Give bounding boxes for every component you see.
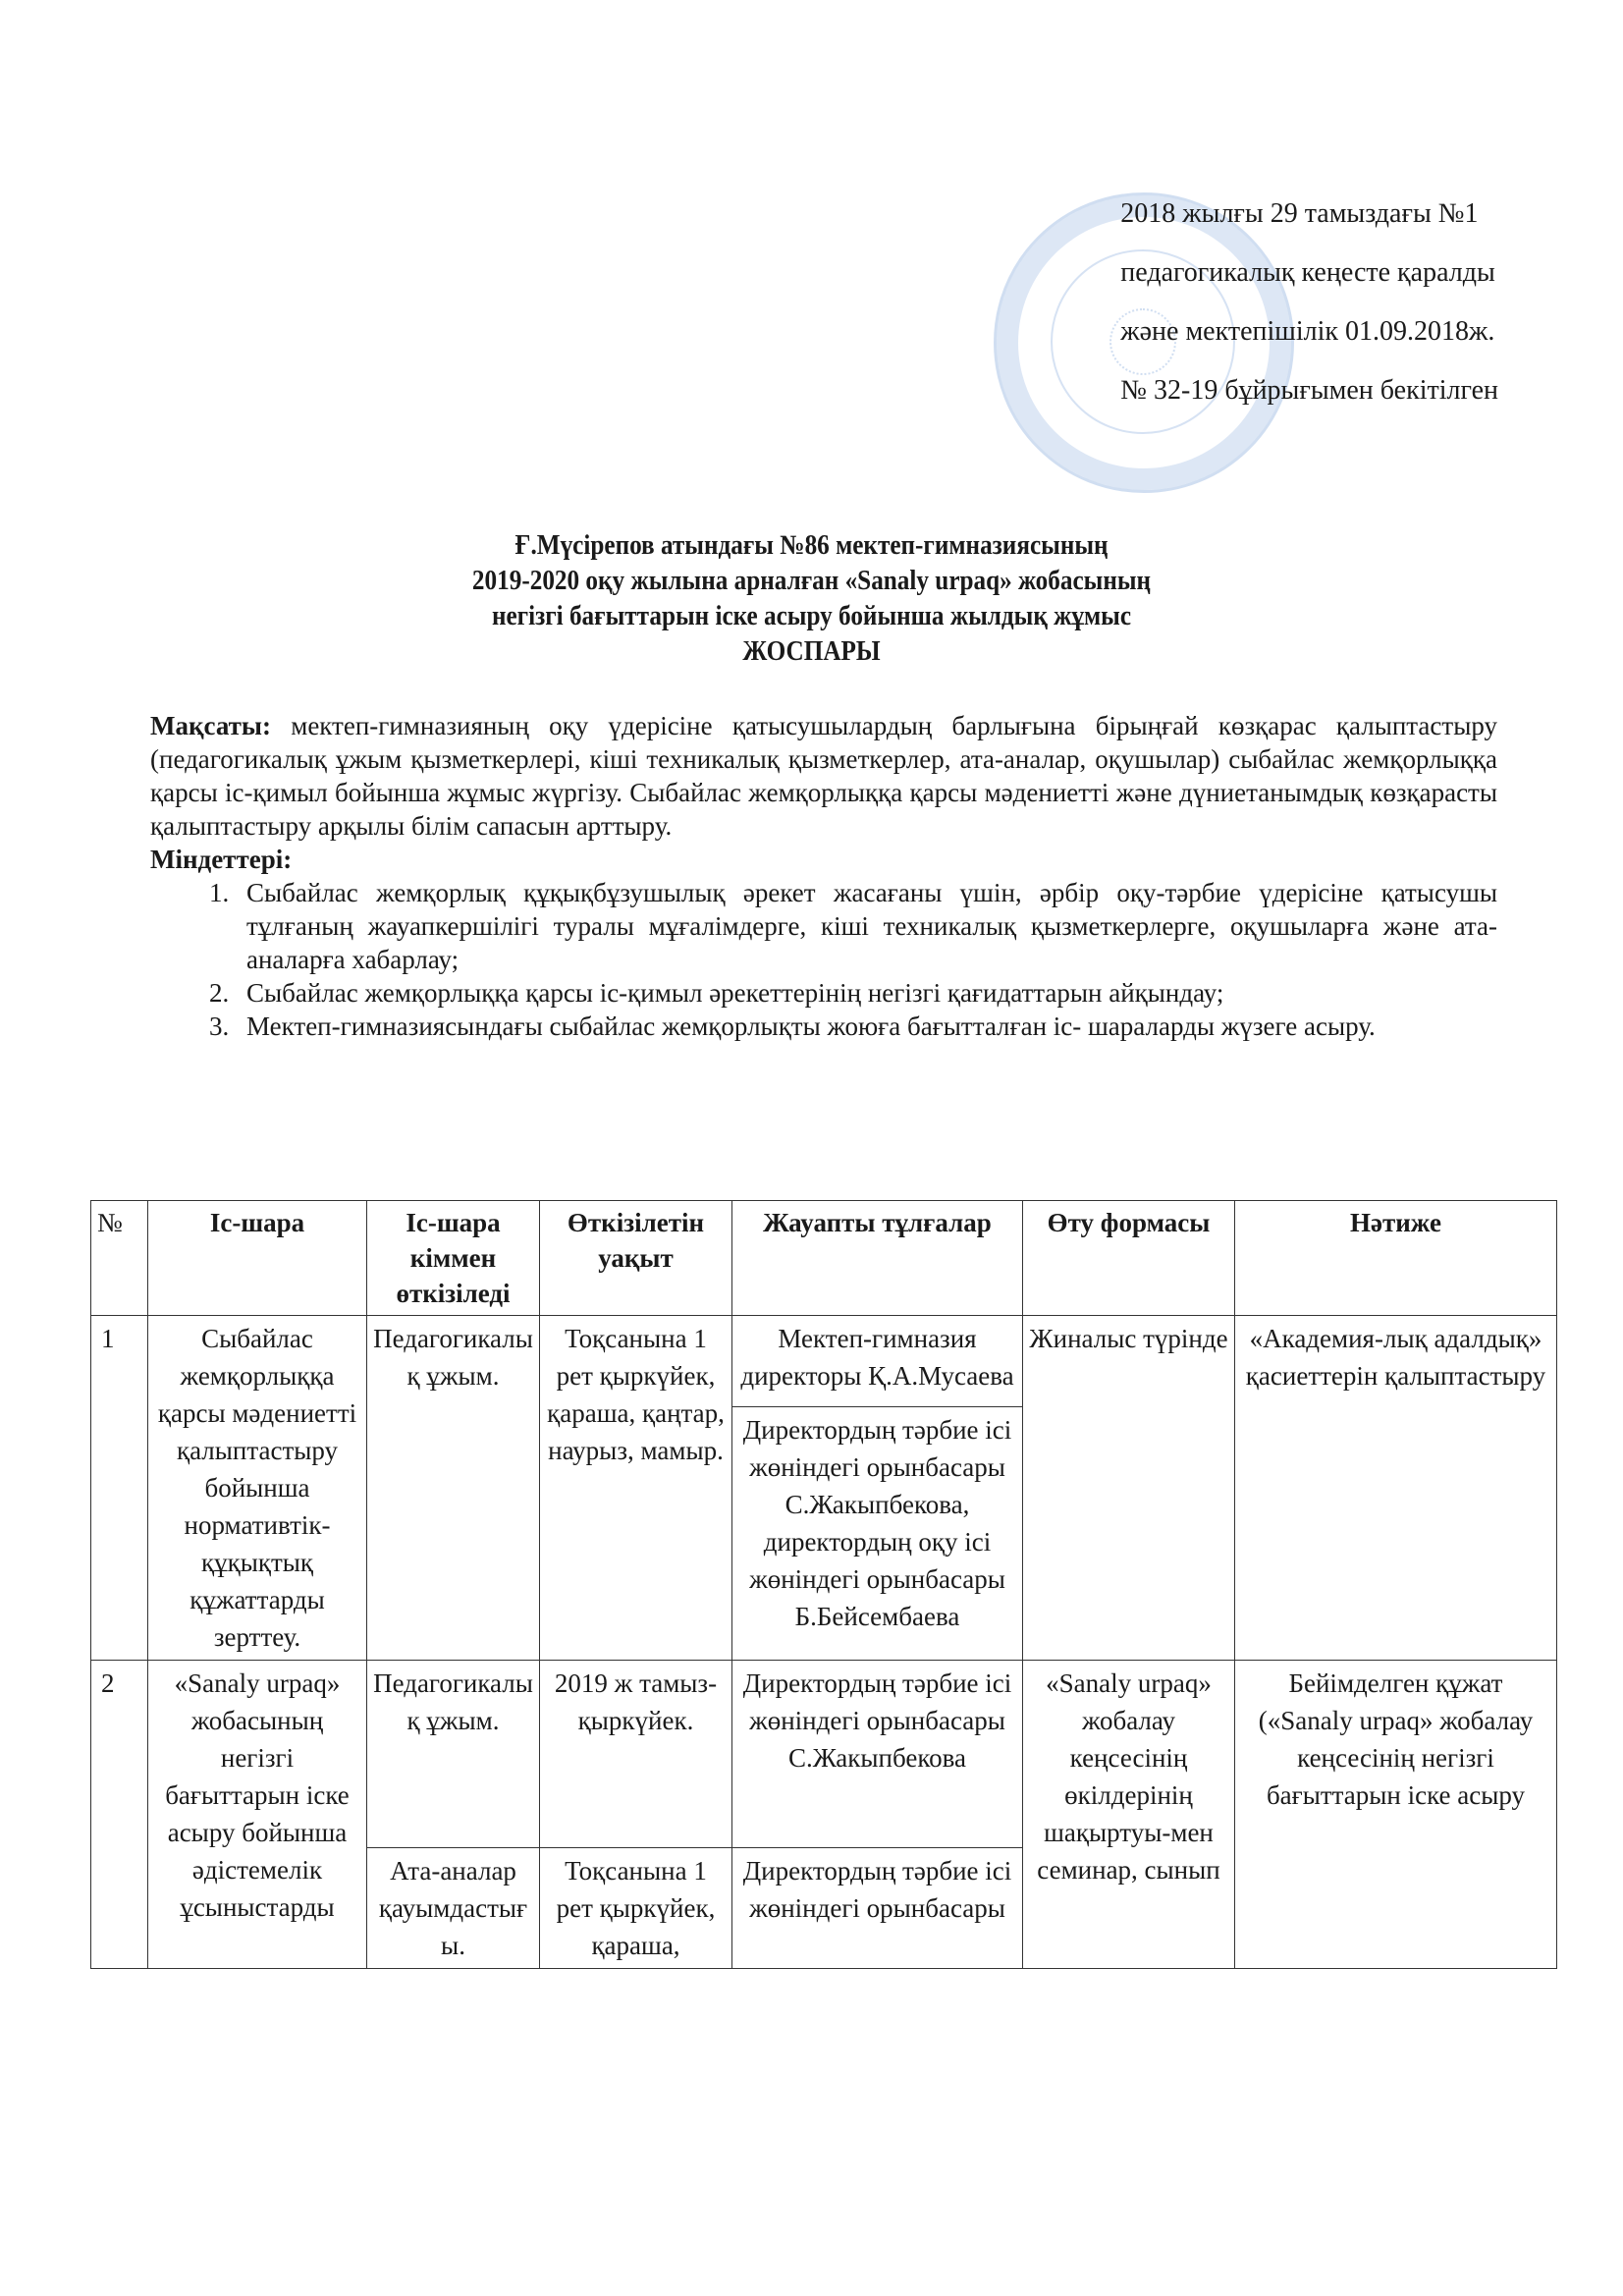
header-with-whom: Іс-шара кіммен өткізіледі <box>367 1201 540 1316</box>
goal-paragraph <box>150 709 1497 843</box>
row-responsible: Мектеп-гимназия директоры Қ.А.Мусаева <box>732 1316 1023 1407</box>
row-with-whom: Педагогикалық ұжым. <box>367 1316 540 1661</box>
approval-line: 2018 жылғы 29 тамыздағы №1 <box>1120 198 1479 229</box>
goal-text: мектеп-гимназияның оқу үдерісіне қатысушылардың барлығына бірыңғай көзқарас қалыптастыру (педагогикалық ұжым қызметкерлері, кіші техникалық қызметкерлер, ата-аналар, оқушылар) сыбайлас жемқорлыққа қарсы іс-қимыл бойынша жұмыс жүргізу. Сыбайлас жемқорлыққа қарсы мәдениетті және дүниетанымдық көзқарасты қалыптастыру арқылы білім сапасын арттыру. <box>150 711 1497 841</box>
table-row <box>91 1661 1557 1848</box>
header-responsible: Жауапты тұлғалар <box>732 1201 1023 1316</box>
row-form: Жиналыс түрінде <box>1023 1316 1235 1661</box>
approval-line: және мектепішілік 01.09.2018ж. <box>1120 316 1495 347</box>
row-responsible: Директордың тәрбие ісі жөніндегі орынбасары С.Жакыпбекова <box>732 1661 1023 1848</box>
approval-line: педагогикалық кеңесте қаралды <box>1120 257 1495 288</box>
tasks-label: Міндеттері: <box>150 845 293 874</box>
approval-line: № 32-19 бұйрығымен бекітілген <box>1120 375 1498 406</box>
row-event: Сыбайлас жемқорлыққа қарсы мәдениетті қалыптастыру бойынша нормативтік-құқықтық құжаттарды зерттеу. <box>148 1316 367 1661</box>
title-heading: ЖОСПАРЫ <box>742 636 881 667</box>
task-item: 1. Сыбайлас жемқорлық құқықбұзушылық әрекет жасағаны үшін, әрбір оқу-тәрбие үдерісіне қатысушы тұлғаның жауапкершілігі туралы мұғалімдерге, кіші техникалық қызметкерлерге, оқушыларға және ата-аналарға хабарлау; <box>209 878 1497 974</box>
task-item: 2. Сыбайлас жемқорлыққа қарсы іс-қимыл әрекеттерінің негізгі қағидаттарын айқындау; <box>209 978 1224 1008</box>
title-line: негізгі бағыттарын іске асыру бойынша жылдық жұмыс <box>491 601 1132 631</box>
header-num: № <box>91 1201 148 1316</box>
intro-section <box>150 709 1497 1043</box>
title-line: 2019-2020 оқу жылына арналған «Sanaly urpaq» жобасының <box>471 566 1152 596</box>
row-num: 2 <box>91 1661 148 1969</box>
header-event: Іс-шара <box>148 1201 367 1316</box>
table-row <box>91 1316 1557 1407</box>
row-time: Тоқсанына 1 рет қыркүйек, қараша, <box>540 1848 732 1969</box>
task-item: 3. Мектеп-гимназиясындағы сыбайлас жемқорлықты жоюға бағытталған іс- шараларды жүзеге асыру. <box>209 1011 1376 1041</box>
row-result: «Академия-лық адалдық» қасиеттерін қалыптастыру <box>1235 1316 1557 1661</box>
row-responsible: Директордың тәрбие ісі жөніндегі орынбасары С.Жакыпбекова, директордың оқу ісі жөніндегі орынбасары Б.Бейсембаева <box>732 1406 1023 1660</box>
table-header-row <box>91 1201 1557 1316</box>
approval-block <box>1120 185 1498 420</box>
row-with-whom: Ата-аналар қауымдастығы. <box>367 1848 540 1969</box>
row-form: «Sanaly urpaq» жобалау кеңсесінің өкілдерінің шақыртуы-мен семинар, сынып <box>1023 1661 1235 1969</box>
row-num: 1 <box>91 1316 148 1661</box>
row-result: Бейімделген құжат («Sanaly urpaq» жобалау кеңсесінің негізгі бағыттарын іске асыру <box>1235 1661 1557 1969</box>
tasks-list <box>150 876 1497 1043</box>
row-responsible: Директордың тәрбие ісі жөніндегі орынбасары <box>732 1848 1023 1969</box>
header-result: Нәтиже <box>1235 1201 1557 1316</box>
plan-table <box>90 1200 1557 1969</box>
title-line: Ғ.Мүсірепов атындағы №86 мектеп-гимназиясының <box>514 530 1109 561</box>
document-title <box>81 528 1542 670</box>
row-time: Тоқсанына 1 рет қыркүйек, қараша, қаңтар, наурыз, мамыр. <box>540 1316 732 1661</box>
row-with-whom: Педагогикалық ұжым. <box>367 1661 540 1848</box>
header-time: Өткізілетін уақыт <box>540 1201 732 1316</box>
goal-label: Мақсаты: <box>150 711 271 740</box>
row-event: «Sanaly urpaq» жобасының негізгі бағыттарын іске асыру бойынша әдістемелік ұсыныстарды <box>148 1661 367 1969</box>
header-form: Өту формасы <box>1023 1201 1235 1316</box>
row-time: 2019 ж тамыз-қыркүйек. <box>540 1661 732 1848</box>
